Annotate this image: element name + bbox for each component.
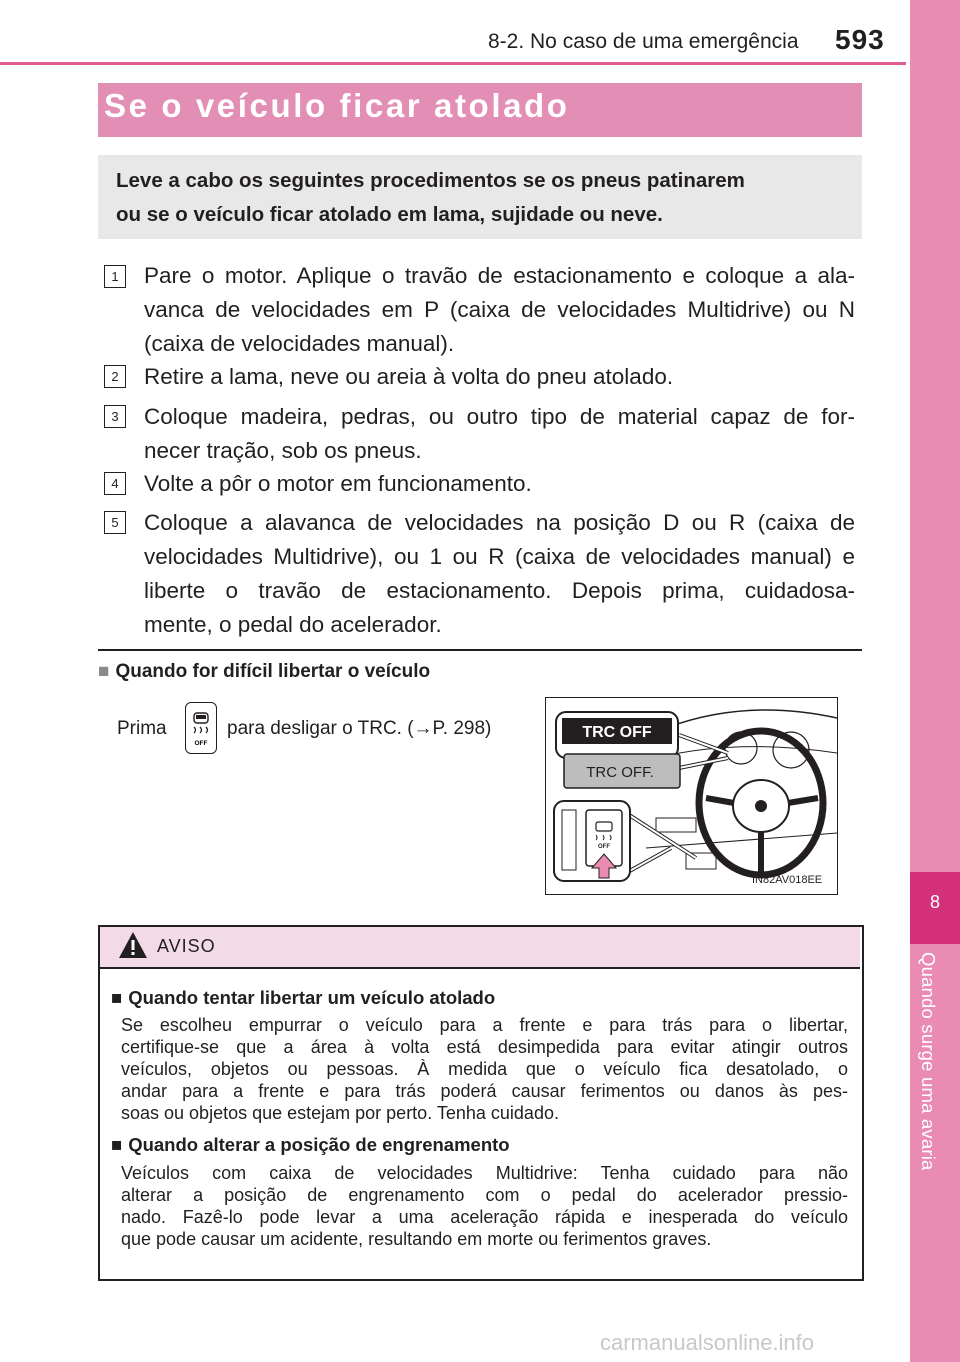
- warning-text-line: Veículos com caixa de velocidades Multidrive: Tenha cuidado para não: [121, 1163, 848, 1183]
- chapter-title: Quando surge uma avaria: [918, 952, 939, 1171]
- header-rule: [0, 62, 906, 65]
- warning-triangle-icon: [117, 930, 149, 965]
- intro-line: Leve a cabo os seguintes procedimentos se os pneus patinarem: [116, 169, 745, 192]
- page-title: Se o veículo ficar atolado: [104, 87, 570, 124]
- step-number-box: 2: [104, 365, 126, 388]
- warning-text-line: soas ou objetos que estejam por perto. Tenha cuidado.: [121, 1103, 559, 1123]
- trc-off-indicator-label: TRC OFF: [582, 724, 652, 741]
- step-text-line: Pare o motor. Aplique o travão de estacionamento e coloque a ala-: [144, 263, 855, 288]
- warning-item-title: Quando tentar libertar um veículo atolado: [128, 987, 496, 1008]
- step-text-line: Coloque a alavanca de velocidades na posição D ou R (caixa de: [144, 510, 855, 535]
- square-bullet-icon: ■: [111, 987, 123, 1008]
- trc-off-button-icon: [185, 702, 217, 754]
- subsection-heading: [98, 661, 430, 683]
- warning-text-line: certifique-se que a área à volta está desimpedida para evitar atingir outros: [121, 1037, 848, 1057]
- steering-wheel-illustration: [546, 698, 837, 894]
- step-text-line: liberte o travão de estacionamento. Depois prima, cuidadosa-: [144, 578, 855, 603]
- illustration-code: IN82AV018EE: [752, 874, 823, 886]
- step-text-line: (caixa de velocidades manual).: [144, 331, 455, 356]
- square-bullet-icon: ■: [98, 661, 110, 682]
- warning-text-line: veículos, objetos ou pessoas. À medida que o veículo fica desatolado, o: [121, 1059, 848, 1079]
- intro-line: ou se o veículo ficar atolado em lama, sujidade ou neve.: [116, 203, 663, 226]
- step-text-line: Volte a pôr o motor em funcionamento.: [144, 471, 532, 496]
- step-text-line: velocidades Multidrive), ou 1 ou R (caixa de velocidades manual) e: [144, 544, 855, 569]
- trc-car-skid-icon: [186, 703, 216, 753]
- step-number-box: 5: [104, 511, 126, 534]
- dashboard-illustration: [545, 697, 838, 895]
- instruction-rest: para desligar o TRC. (→P. 298): [227, 718, 492, 739]
- warning-text-line: nado. Fazê-lo pode levar a uma aceleração rápida e inesperada do veículo: [121, 1207, 848, 1227]
- step-text-line: vanca de velocidades em P (caixa de velocidades Multidrive) ou N: [144, 297, 855, 322]
- page-number: 593: [835, 24, 885, 55]
- warning-item-title: Quando alterar a posição de engrenamento: [128, 1134, 510, 1155]
- illustration-button-label: OFF: [598, 844, 610, 850]
- step-text-line: Coloque madeira, pedras, ou outro tipo de material capaz de for-: [144, 404, 855, 429]
- square-bullet-icon: ■: [111, 1134, 123, 1155]
- step-text-line: Retire a lama, neve ou areia à volta do pneu atolado.: [144, 364, 674, 389]
- warning-text-line: que pode causar um acidente, resultando em morte ou ferimentos graves.: [121, 1229, 712, 1249]
- trc-off-display-label: TRC OFF.: [586, 764, 654, 781]
- instruction-prima: Prima: [117, 718, 167, 739]
- warning-title: AVISO: [157, 936, 216, 956]
- warning-item-heading: [111, 987, 495, 1009]
- step-text-line: mente, o pedal do acelerador.: [144, 612, 442, 637]
- step-number-box: 3: [104, 405, 126, 428]
- trc-button-label: OFF: [194, 740, 208, 747]
- warning-text-line: alterar a posição de engrenamento com o pedal do acelerador pressio-: [121, 1185, 848, 1205]
- watermark: carmanualsonline.info: [600, 1330, 815, 1355]
- warning-text-line: Se escolheu empurrar o veículo para a frente e para trás para o libertar,: [121, 1015, 848, 1035]
- subsection-title: Quando for difícil libertar o veículo: [115, 661, 431, 682]
- section-heading: 8-2. No caso de uma emergência: [488, 30, 799, 53]
- warning-text-line: andar para a frente e para trás poderá causar ferimentos ou danos às pes-: [121, 1081, 848, 1101]
- section-divider: [98, 649, 862, 651]
- chapter-number: 8: [929, 892, 940, 912]
- step-number-box: 1: [104, 265, 126, 288]
- step-number-box: 4: [104, 472, 126, 495]
- step-text-line: necer tração, sob os pneus.: [144, 438, 422, 463]
- warning-item-heading: [111, 1134, 510, 1156]
